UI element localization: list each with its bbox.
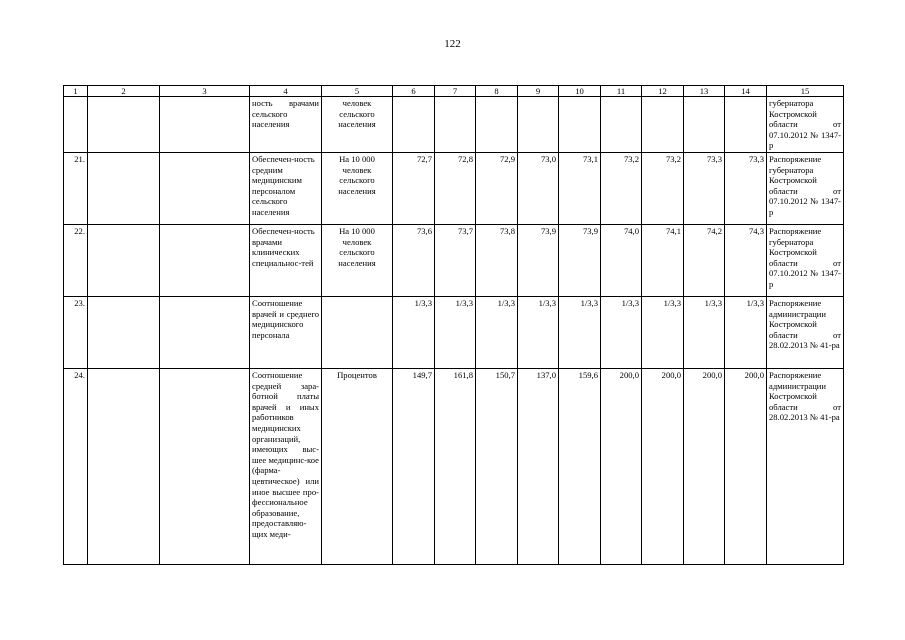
unit-cell: На 10 000 человек сельского населения <box>322 153 393 225</box>
column-number-row <box>64 86 844 97</box>
value-cell: 72,9 <box>476 153 518 225</box>
value-cell <box>518 97 559 153</box>
value-cell: 1/3,3 <box>601 297 642 369</box>
source-document-cell: Распоряжение губернатора Костромской области от 07.10.2012 № 1347-р <box>767 153 844 225</box>
column-header: 12 <box>642 86 684 97</box>
column-header: 7 <box>435 86 476 97</box>
row-number-cell: 22. <box>64 225 88 297</box>
value-cell: 73,2 <box>601 153 642 225</box>
table-row <box>64 153 844 225</box>
empty-cell-col2 <box>88 153 160 225</box>
column-header: 13 <box>684 86 725 97</box>
row-number-cell: 23. <box>64 297 88 369</box>
unit-cell: Процентов <box>322 369 393 565</box>
value-cell <box>684 97 725 153</box>
value-cell: 73,8 <box>476 225 518 297</box>
value-cell: 150,7 <box>476 369 518 565</box>
value-cell: 137,0 <box>518 369 559 565</box>
empty-cell-col3 <box>160 369 250 565</box>
page-number: 122 <box>444 38 461 50</box>
column-header: 10 <box>559 86 601 97</box>
value-cell: 73,9 <box>518 225 559 297</box>
value-cell <box>393 97 435 153</box>
value-cell <box>476 97 518 153</box>
row-number-cell: 21. <box>64 153 88 225</box>
table-row <box>64 225 844 297</box>
source-document-cell: Распоряжение губернатора Костромской области от 07.10.2012 № 1347-р <box>767 225 844 297</box>
value-cell <box>642 97 684 153</box>
value-cell <box>435 97 476 153</box>
indicators-table <box>63 85 844 565</box>
value-cell: 1/3,3 <box>559 297 601 369</box>
column-header: 8 <box>476 86 518 97</box>
row-number-cell: 24. <box>64 369 88 565</box>
value-cell: 200,0 <box>725 369 767 565</box>
column-header: 1 <box>64 86 88 97</box>
value-cell: 200,0 <box>642 369 684 565</box>
value-cell: 73,7 <box>435 225 476 297</box>
value-cell: 200,0 <box>601 369 642 565</box>
value-cell <box>601 97 642 153</box>
column-header: 14 <box>725 86 767 97</box>
indicator-name-cell: Соотношение средней зара-ботной платы врачей и иных работников медицинских организаций, имеющих выс-шее медицинс-кое (фарма-цевтическое) или иное высшее про-фессиональное образование, предоставляю-щих меди- <box>250 369 322 565</box>
value-cell: 1/3,3 <box>684 297 725 369</box>
indicator-name-cell: Обеспечен-ность врачами клинических специальнос-тей <box>250 225 322 297</box>
empty-cell-col3 <box>160 225 250 297</box>
unit-cell: На 10 000 человек сельского населения <box>322 225 393 297</box>
empty-cell-col3 <box>160 97 250 153</box>
value-cell: 1/3,3 <box>435 297 476 369</box>
column-header: 15 <box>767 86 844 97</box>
column-header: 2 <box>88 86 160 97</box>
source-document-cell: Распоряжение администрации Костромской области от 28.02.2013 № 41-ра <box>767 369 844 565</box>
value-cell: 73,9 <box>559 225 601 297</box>
value-cell: 1/3,3 <box>725 297 767 369</box>
column-header: 11 <box>601 86 642 97</box>
empty-cell-col2 <box>88 369 160 565</box>
value-cell: 73,2 <box>642 153 684 225</box>
empty-cell-col2 <box>88 297 160 369</box>
indicator-name-cell: Соотношение врачей и среднего медицинского персонала <box>250 297 322 369</box>
value-cell: 73,0 <box>518 153 559 225</box>
row-number-cell <box>64 97 88 153</box>
value-cell: 72,8 <box>435 153 476 225</box>
value-cell: 1/3,3 <box>642 297 684 369</box>
value-cell: 73,6 <box>393 225 435 297</box>
value-cell: 74,0 <box>601 225 642 297</box>
table-row <box>64 369 844 565</box>
source-document-cell: губернатора Костромской области от 07.10.2012 № 1347-р <box>767 97 844 153</box>
empty-cell-col3 <box>160 153 250 225</box>
table-row <box>64 97 844 153</box>
value-cell: 1/3,3 <box>476 297 518 369</box>
value-cell: 1/3,3 <box>393 297 435 369</box>
indicator-name-cell: Обеспечен-ность средним медицинским персоналом сельского населения <box>250 153 322 225</box>
value-cell: 200,0 <box>684 369 725 565</box>
column-header: 4 <box>250 86 322 97</box>
table-row <box>64 297 844 369</box>
column-header: 6 <box>393 86 435 97</box>
empty-cell-col3 <box>160 297 250 369</box>
column-header: 5 <box>322 86 393 97</box>
source-document-cell: Распоряжение администрации Костромской области от 28.02.2013 № 41-ра <box>767 297 844 369</box>
unit-cell: человек сельского населения <box>322 97 393 153</box>
column-header: 3 <box>160 86 250 97</box>
value-cell <box>559 97 601 153</box>
value-cell: 161,8 <box>435 369 476 565</box>
value-cell: 73,3 <box>725 153 767 225</box>
value-cell: 72,7 <box>393 153 435 225</box>
empty-cell-col2 <box>88 97 160 153</box>
value-cell: 74,1 <box>642 225 684 297</box>
indicator-name-cell: ность врачами сельского населения <box>250 97 322 153</box>
empty-cell-col2 <box>88 225 160 297</box>
value-cell: 159,6 <box>559 369 601 565</box>
value-cell: 74,3 <box>725 225 767 297</box>
value-cell <box>725 97 767 153</box>
value-cell: 74,2 <box>684 225 725 297</box>
value-cell: 73,3 <box>684 153 725 225</box>
value-cell: 1/3,3 <box>518 297 559 369</box>
column-header: 9 <box>518 86 559 97</box>
unit-cell <box>322 297 393 369</box>
value-cell: 73,1 <box>559 153 601 225</box>
value-cell: 149,7 <box>393 369 435 565</box>
